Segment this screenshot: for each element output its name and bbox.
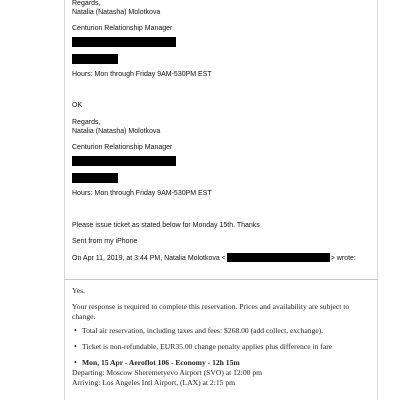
sent-from: Sent from my iPhone — [72, 238, 138, 245]
signature-hours: Hours: Mon through Friday 9AM-530PM EST — [72, 190, 212, 197]
wrote-line: On Apr 11, 2019, at 3:44 PM, Natalia Molotkova < > wrote: — [72, 255, 356, 262]
signature-title: Centurion Relationship Manager — [72, 144, 173, 151]
reply-ok: OK — [72, 102, 83, 109]
flight-departing: Departing: Moscow Sheremetyevo Airport (SVO) at 12:00 pm — [72, 368, 263, 377]
signature-name: Natalia (Natasha) Molotkova — [72, 128, 161, 135]
bullet-glyph: • — [74, 342, 77, 351]
flight-arriving: Arriving: Los Angeles Intl Airport, (LAX) at 2:15 pm — [72, 378, 236, 387]
bullet-glyph: • — [74, 326, 77, 335]
quote-bullet-ticket: Ticket is non-refundable, EUR35.00 change penalty applies plus difference in fare — [82, 342, 333, 351]
redacted-block — [72, 37, 176, 47]
signature-title: Centurion Relationship Manager — [72, 25, 173, 32]
redacted-block — [72, 54, 118, 64]
redacted-block — [72, 173, 118, 183]
quote-paragraph: Your response is required to complete this reservation. Prices and availability are subject to change. — [72, 302, 350, 321]
flight-header: Mon, 15 Apr - Aeroflot 106 - Economy - 12h 15m — [82, 358, 240, 367]
signature-hours: Hours: Mon through Friday 9AM-530PM EST — [72, 71, 212, 78]
quote-yes: Yes. — [72, 286, 85, 295]
redacted-block — [72, 156, 176, 166]
bullet-glyph: • — [74, 358, 77, 367]
quote-bullet-total: Total air reservation, including taxes and fees: $268.00 (add collect, exchange). — [82, 326, 324, 335]
signature-name: Natalia (Natasha) Molotkova — [72, 9, 161, 16]
quote-divider — [64, 279, 378, 280]
ticket-request: Please issue ticket as stated below for Monday 15th. Thanks — [72, 222, 260, 229]
signature-regards: Regards, — [72, 119, 101, 126]
redacted-email — [227, 253, 330, 262]
signature-regards: Regards, — [72, 0, 101, 7]
